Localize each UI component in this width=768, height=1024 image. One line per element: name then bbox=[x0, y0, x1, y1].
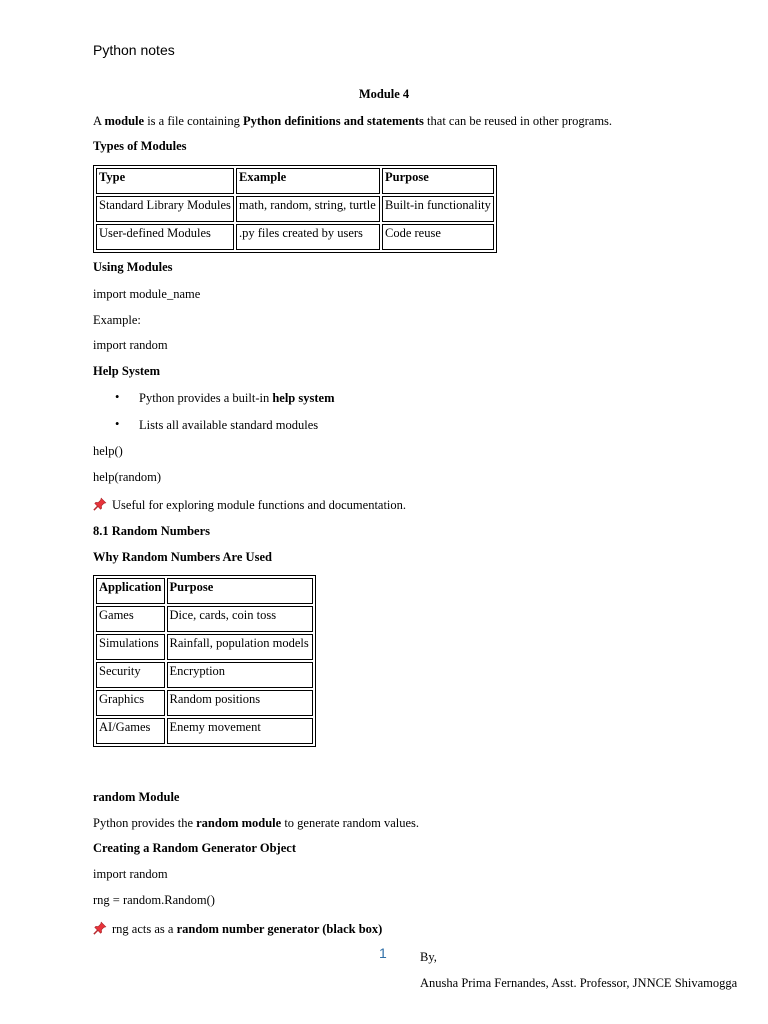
bullet-marker: • bbox=[115, 390, 120, 404]
bullet-marker: • bbox=[115, 417, 120, 431]
para-bold: random module bbox=[196, 816, 282, 830]
table-header-row bbox=[96, 168, 494, 194]
using-heading: Using Modules bbox=[93, 260, 173, 274]
table-header-row bbox=[96, 578, 313, 604]
types-heading: Types of Modules bbox=[93, 139, 187, 153]
table-cell: Encryption bbox=[167, 662, 313, 688]
bullet-item bbox=[139, 391, 334, 406]
table-header-cell: Purpose bbox=[167, 578, 313, 604]
random-module-paragraph bbox=[93, 816, 419, 831]
table-cell: math, random, string, turtle bbox=[236, 196, 380, 222]
table-cell: User-defined Modules bbox=[96, 224, 234, 250]
table-row bbox=[96, 662, 313, 688]
bullet-item: Lists all available standard modules bbox=[139, 418, 319, 432]
para-text-2: to generate random values. bbox=[281, 816, 419, 830]
code-line: help() bbox=[93, 444, 123, 458]
intro-paragraph bbox=[93, 114, 612, 129]
table-cell: Random positions bbox=[167, 690, 313, 716]
table-cell: Graphics bbox=[96, 690, 165, 716]
note-bold: random number generator (black box) bbox=[176, 922, 383, 936]
intro-text-2: is a file containing bbox=[144, 114, 243, 128]
module-title: Module 4 bbox=[358, 87, 410, 101]
table-cell: .py files created by users bbox=[236, 224, 380, 250]
para-text-1: Python provides the bbox=[93, 816, 197, 830]
table-header-cell: Type bbox=[96, 168, 234, 194]
code-line: import random bbox=[93, 867, 168, 881]
table-cell: AI/Games bbox=[96, 718, 165, 744]
table-row bbox=[96, 196, 494, 222]
section-heading: 8.1 Random Numbers bbox=[93, 524, 211, 538]
table-row bbox=[96, 634, 313, 660]
table-cell: Dice, cards, coin toss bbox=[167, 606, 313, 632]
applications-table bbox=[93, 575, 316, 747]
table-cell: Enemy movement bbox=[167, 718, 313, 744]
note-text: rng acts as a bbox=[112, 922, 177, 936]
table-row bbox=[96, 606, 313, 632]
generator-note bbox=[93, 921, 382, 939]
code-line: rng = random.Random() bbox=[93, 893, 215, 907]
table-row bbox=[96, 690, 313, 716]
example-label: Example: bbox=[93, 313, 141, 327]
footer-by: By, bbox=[420, 950, 437, 964]
table-cell: Security bbox=[96, 662, 165, 688]
table-cell: Rainfall, population models bbox=[167, 634, 313, 660]
pushpin-icon bbox=[93, 921, 107, 939]
table-header-cell: Example bbox=[236, 168, 380, 194]
table-row bbox=[96, 224, 494, 250]
table-header-cell: Purpose bbox=[382, 168, 494, 194]
table-row bbox=[96, 718, 313, 744]
intro-bold-1: module bbox=[104, 114, 145, 128]
types-table bbox=[93, 165, 497, 253]
table-cell: Simulations bbox=[96, 634, 165, 660]
table-cell: Standard Library Modules bbox=[96, 196, 234, 222]
footer-author: Anusha Prima Fernandes, Asst. Professor, JNNCE Shivamogga bbox=[420, 976, 738, 990]
intro-text-3: that can be reused in other programs. bbox=[423, 114, 613, 128]
code-line: import module_name bbox=[93, 287, 201, 301]
code-line: help(random) bbox=[93, 470, 162, 484]
code-line: import random bbox=[93, 338, 168, 352]
intro-bold-2: Python definitions and statements bbox=[243, 114, 424, 128]
help-note bbox=[93, 497, 406, 515]
why-heading: Why Random Numbers Are Used bbox=[93, 550, 272, 564]
page-number: 1 bbox=[379, 945, 387, 961]
bullet-text: Python provides a built-in bbox=[139, 391, 273, 405]
generator-heading: Creating a Random Generator Object bbox=[93, 841, 296, 855]
table-cell: Code reuse bbox=[382, 224, 494, 250]
table-cell: Games bbox=[96, 606, 165, 632]
help-heading: Help System bbox=[93, 364, 161, 378]
table-cell: Built-in functionality bbox=[382, 196, 494, 222]
pushpin-icon bbox=[93, 497, 107, 515]
note-text: Useful for exploring module functions and documentation. bbox=[112, 498, 407, 512]
table-header-cell: Application bbox=[96, 578, 165, 604]
intro-text-1: A bbox=[93, 114, 105, 128]
page-header: Python notes bbox=[93, 42, 175, 58]
random-module-heading: random Module bbox=[93, 790, 180, 804]
bullet-bold: help system bbox=[272, 391, 335, 405]
